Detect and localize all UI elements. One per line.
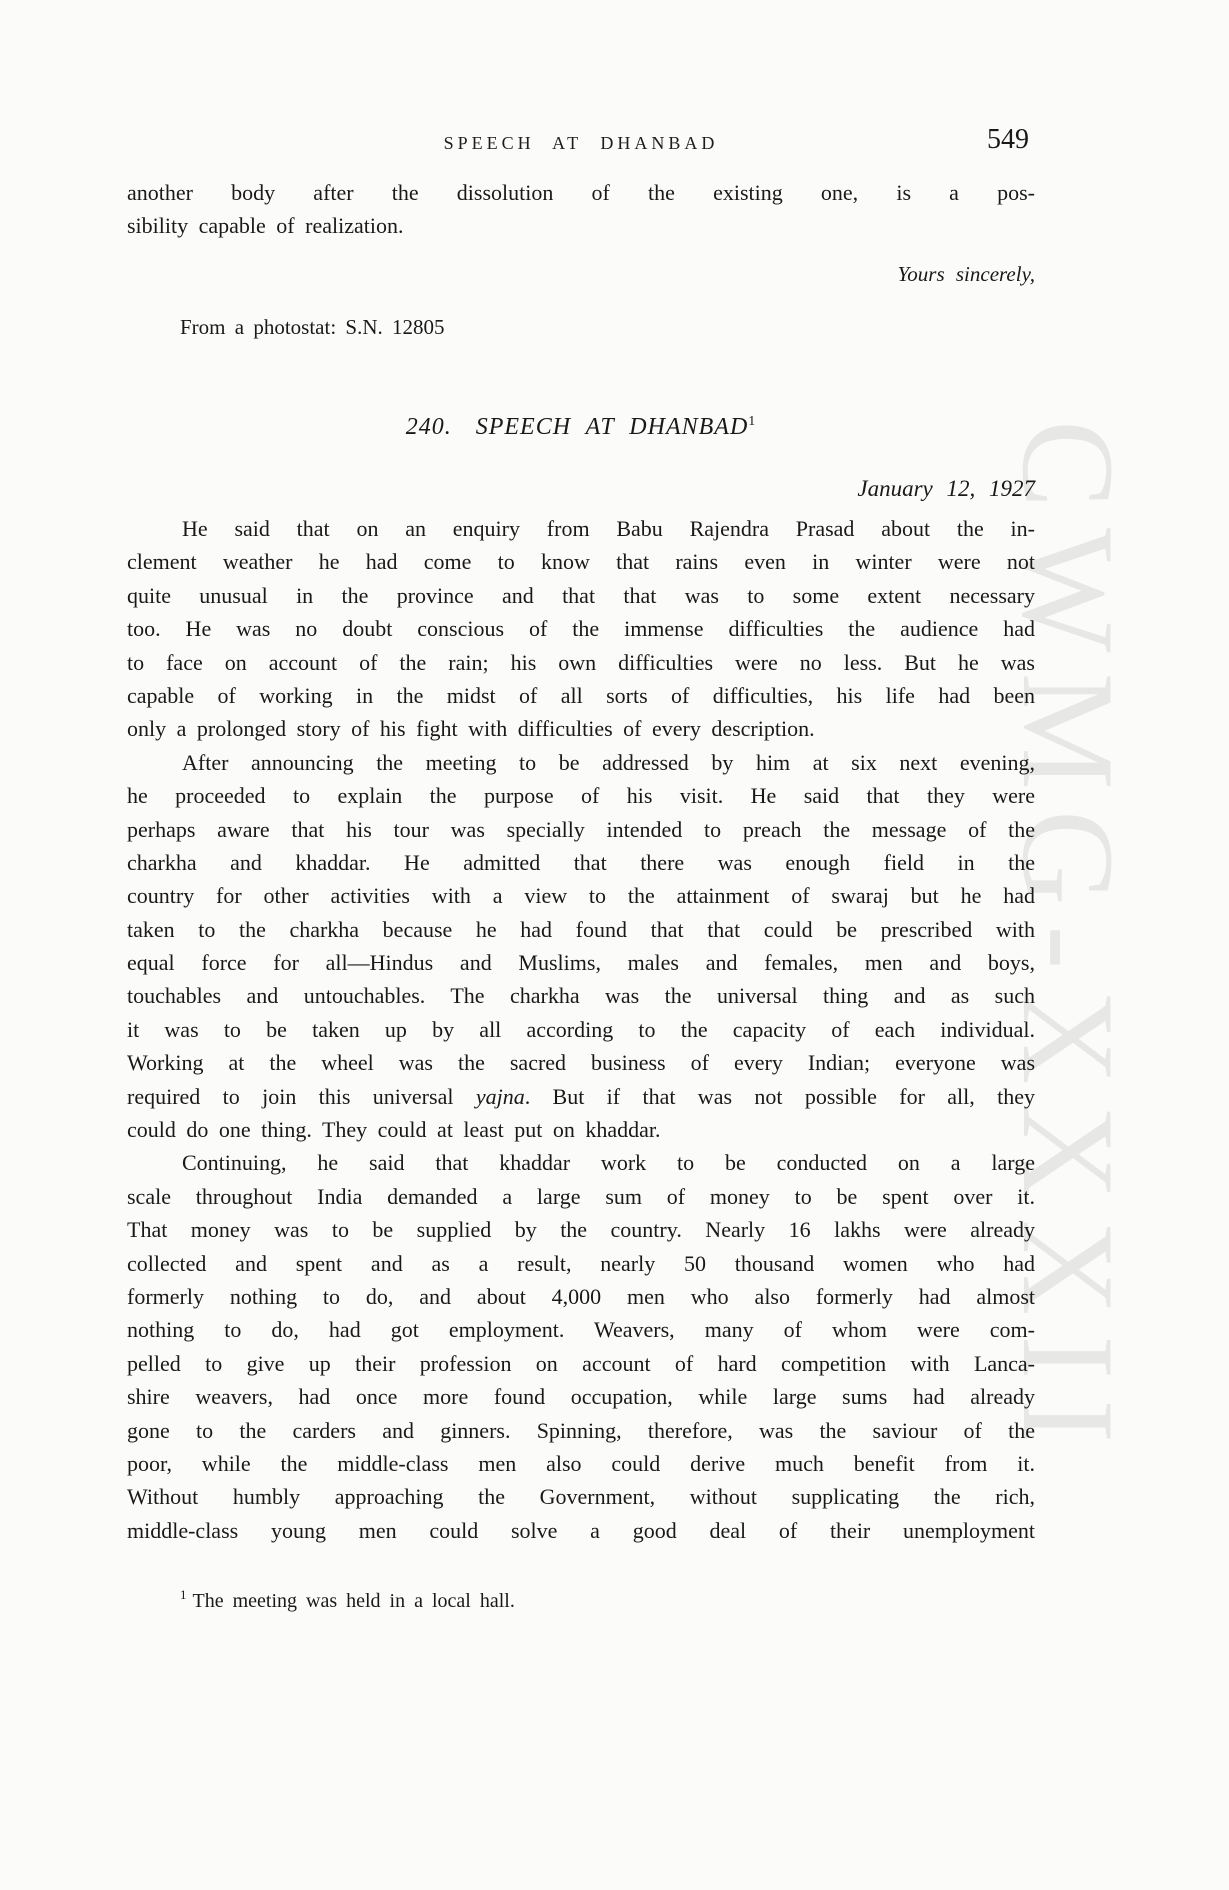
text-line: country for other activities with a view to the attainment of swaraj but he had (127, 883, 1035, 909)
page-number: 549 (987, 124, 1029, 155)
text-line: gone to the carders and ginners. Spinning, therefore, was the saviour of the (127, 1417, 1035, 1443)
text-line: scale throughout India demanded a large sum of money to be spent over it. (127, 1183, 1035, 1209)
text-line: he proceeded to explain the purpose of his visit. He said that they were (127, 783, 1035, 809)
text-line: taken to the charkha because he had found that that could be prescribed with (127, 916, 1035, 942)
text-line: sibility capable of realization. (127, 213, 404, 239)
text-line: poor, while the middle-class men also could derive much benefit from it. (127, 1450, 1035, 1476)
footnote (180, 1587, 515, 1613)
text-line: touchables and untouchables. The charkha was the universal thing and as such (127, 983, 1035, 1009)
text-line: equal force for all—Hindus and Muslims, males and females, men and boys, (127, 950, 1035, 976)
running-header: SPEECH AT DHANBAD (443, 133, 719, 153)
text-line: to face on account of the rain; his own difficulties were no less. But he was (127, 649, 1035, 675)
text-line: collected and spent and as a result, nearly 50 thousand women who had (127, 1250, 1035, 1276)
text-line: another body after the dissolution of the existing one, is a pos- (127, 180, 1035, 205)
text-line: too. He was no doubt conscious of the immense difficulties the audience had (127, 616, 1035, 642)
source-attribution: From a photostat: S.N. 12805 (180, 315, 445, 339)
text-line: middle-class young men could solve a good deal of their unemployment (127, 1517, 1035, 1543)
text-line: nothing to do, had got employment. Weavers, many of whom were com- (127, 1317, 1035, 1343)
text-line: That money was to be supplied by the country. Nearly 16 lakhs were already (127, 1217, 1035, 1243)
volume-watermark: CWMG-XXXII (995, 420, 1142, 1464)
text-line: Without humbly approaching the Government, without supplicating the rich, (127, 1484, 1035, 1510)
footnote-reference-mark: 1 (748, 414, 757, 429)
footnote-number: 1 (180, 1587, 187, 1603)
text-line: formerly nothing to do, and about 4,000 men who also formerly had almost (127, 1283, 1035, 1309)
text-line: clement weather he had come to know that rains even in winter were not (127, 549, 1035, 575)
text-line: it was to be taken up by all according to the capacity of each individual. (127, 1016, 1035, 1042)
text-line: shire weavers, had once more found occupation, while large sums had already (127, 1384, 1035, 1410)
continued-paragraph (127, 176, 1035, 243)
text-line: quite unusual in the province and that that was to some extent necessary (127, 582, 1035, 608)
text-line: could do one thing. They could at least put on khaddar. (127, 1117, 661, 1143)
text-line: Working at the wheel was the sacred business of every Indian; everyone was (127, 1050, 1035, 1076)
article-number: 240. (405, 414, 452, 440)
text-line: perhaps aware that his tour was specially intended to preach the message of the (127, 816, 1035, 842)
text-line: He said that on an enquiry from Babu Rajendra Prasad about the in- (182, 516, 1035, 541)
article-date: January 12, 1927 (857, 476, 1035, 501)
text-line: After announcing the meeting to be addressed by him at six next evening, (182, 749, 1035, 775)
speech-body (127, 512, 1035, 1547)
article-title-text: SPEECH AT DHANBAD (475, 414, 749, 440)
footnote-text: The meeting was held in a local hall. (192, 1590, 515, 1612)
text-line: Continuing, he said that khaddar work to be conducted on a large (182, 1150, 1035, 1176)
article-title (127, 414, 1035, 441)
letter-signoff: Yours sincerely, (897, 262, 1035, 286)
text-line: capable of working in the midst of all sorts of difficulties, his life had been (127, 682, 1035, 708)
text-line: only a prolonged story of his fight with difficulties of every description. (127, 716, 815, 742)
text-line: pelled to give up their profession on account of hard competition with Lanca- (127, 1350, 1035, 1376)
text-line: charkha and khaddar. He admitted that there was enough field in the (127, 849, 1035, 875)
text-line: required to join this universal yajna. But if that was not possible for all, they (127, 1083, 1036, 1109)
